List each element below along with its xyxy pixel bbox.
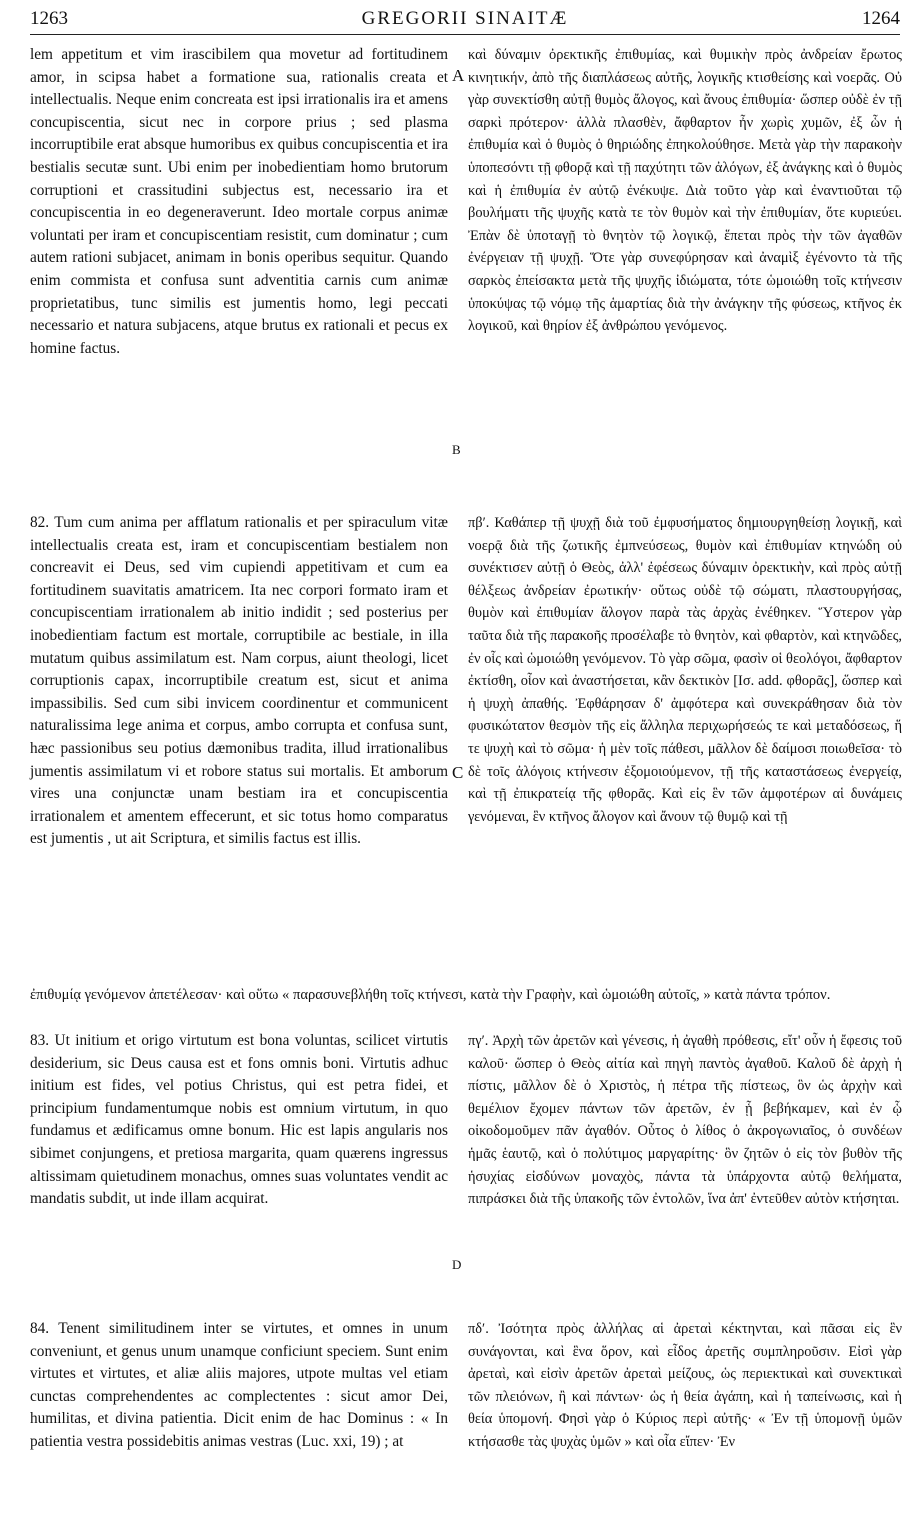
greek-column-block-4 — [468, 1318, 902, 1526]
latin-column-block-4 — [30, 1318, 448, 1526]
greek-column-block-2 — [468, 512, 902, 980]
section-marker-a: A — [452, 66, 465, 85]
page-number-left: 1263 — [30, 8, 68, 29]
latin-column-block-3 — [30, 1030, 448, 1304]
section-marker-d: D — [452, 1257, 462, 1272]
latin-column-block-2 — [30, 512, 448, 980]
greek-paragraph-82: πβʹ. Καθάπερ τῇ ψυχῇ διὰ τοῦ ἐμφυσήματος δημιουργηθείσῃ λογικῇ, καὶ νοερᾷ διὰ τῆς ζωτικῆς ἐμπνεύσεως, θυμὸν καὶ ἐπιθυμίαν κτηνώδη οὐ συνέκτισεν αὐτῇ ὁ Θεὸς, ἀλλ' ἐφέσεως δύναμιν ὀρεκτικὴν, καὶ πρὸς αὐτῇ θέλξεως ἀνδρείαν ἐρωτικήν· οὕτως οὐδὲ τῷ σώματι, πλαστουργήσας, θυμὸν καὶ ἐπιθυμίαν ἄλογον παρὰ τὰς ἀρχὰς ἐνέθηκεν. Ὕστερον γὰρ ταῦτα διὰ τῆς παρακοῆς προσέλαβε τὸ θνητὸν, καὶ φθαρτὸν, καὶ κτηνῶδες, ἐν οἷς καὶ ὡμοιώθη γενόμενον. Τὸ γὰρ σῶμα, φασὶν οἱ θεολόγοι, ἄφθαρτον ἐκτίσθη, οἷον καὶ ἀναστήσεται, κἂν δεκτικὸν [Ισ. add. φθορᾶς], ὥσπερ καὶ ἡ ψυχὴ ἀπαθής. Ἐφθάρησαν δ' ἀμφότερα καὶ συνεκράθησαν διὰ τὸν φυσικώτατον θεσμὸν τῆς εἰς ἄλληλα περιχωρήσεώς τε καὶ μεταδόσεως, ἥ τε ψυχὴ καὶ τὸ σῶμα· ἡ μὲν τοῖς πάθεσι, μᾶλλον δὲ δαίμοσι ποιωθεῖσα· τὸ δὲ τοῖς ἀλόγοις κτήνεσιν ἐξομοιούμενον, τῇ τῆς καταστάσεως ἐνεργείᾳ, καὶ τῇ ἐπικρατείᾳ τῆς φθορᾶς. Καὶ εἰς ἓν τῶν ἀμφοτέρων αἱ δυνάμεις γενόμεναι, ἓν κτῆνος ἄλογον καὶ ἄνουν τῷ θυμῷ καὶ τῇ — [468, 515, 902, 825]
running-title: GREGORII SINAITÆ — [361, 8, 569, 29]
latin-column-block-1 — [30, 44, 448, 480]
page-number-right: 1264 — [862, 8, 900, 29]
greek-paragraph-84: πδʹ. Ἰσότητα πρὸς ἀλλήλας αἱ ἀρεταὶ κέκτηνται, καὶ πᾶσαι εἰς ἓν συνάγονται, καὶ ἓνα ὅρον, καὶ εἶδος ἀρετῆς συμπληροῦσιν. Εἰσὶ γὰρ ἀρεταὶ, καὶ εἰσὶν ἀρετῶν ἀρεταὶ μείζους, ὡς περιεκτικαὶ καὶ συνεκτικαὶ τῶν πλειόνων, ἢ καὶ πάντων· ὡς ἡ θεία ἀγάπη, καὶ ἡ ταπείνωσις, καὶ ἡ θεία ὑπομονή. Φησὶ γὰρ ὁ Κύριος περὶ αὐτῆς· « Ἐν τῇ ὑπομονῇ ὑμῶν κτήσασθε τὰς ψυχὰς ὑμῶν » καὶ οἷα εἴπεν· Ἐν — [468, 1321, 902, 1450]
greek-paragraph-83: πγʹ. Ἀρχὴ τῶν ἀρετῶν καὶ γένεσις, ἡ ἀγαθὴ πρόθεσις, εἴτ' οὖν ἡ ἔφεσις τοῦ καλοῦ· ὥσπερ ὁ Θεὸς αἰτία καὶ πηγὴ παντὸς ἀγαθοῦ. Καλοῦ δὲ ἀρχὴ ἡ πίστις, μᾶλλον δὲ ὁ Χριστὸς, ἡ πέτρα τῆς πίστεως, ὃν ὡς ἀρχὴν καὶ θεμέλιον ἔχομεν πάντων τῶν ἀρετῶν, ἐν ᾗ βεβήκαμεν, καὶ ἐν ᾧ οἰκοδομοῦμεν πᾶν ἀγαθόν. Οὗτος ὁ λίθος ὁ ἀκρογωνιαῖος, ὁ συνδέων ἡμᾶς ἑαυτῷ, καὶ ὁ πολύτιμος μαργαρίτης· ὃν ζητῶν ὁ εἰς τὸν βυθὸν τῆς ἡσυχίας εἰσδύνων μοναχὸς, πάντα τὰ ὑπάρχοντα αὐτῷ θελήματα, πιπράσκει διὰ τῆς ὑπακοῆς τῶν ἐντολῶν, ἵνα ἀπ' ἐντεῦθεν αὐτὸν κτήσηται. — [468, 1033, 902, 1208]
latin-paragraph-84: 84. Tenent similitudinem inter se virtutes, et omnes in unum conveniunt, et genus unum unamque conficiunt speciem. Sunt enim virtutes et virtutes, et aliæ aliis majores, utpote multas vel etiam cunctas comprehendentes ac complectentes : sicut amor Dei, humilitas, et divina patientia. Dicit enim de hac Dominus : « In patientia vestra possidebitis animas vestras (Luc. xxi, 19) ; at — [30, 1320, 448, 1450]
page-header — [30, 8, 900, 35]
latin-paragraph-81-end: lem appetitum et vim irascibilem qua movetur ad fortitudinem amor, in scipsa habet a formatione sua, rationalis creata et intellectualis. Neque enim concreata est ipsi irrationalis ira et amens concupiscentia, sicut nec in corpore prius ; sed plasma incorruptibile erat absque humoribus ex quibus concupiscentia et ira bestialis secutæ sunt. Ubi enim per inobedientiam homo brutorum corruptioni et crassitudini subjectus est, necessario ira et concupiscentia in eo degeneraverunt. Ideo mortale corpus animæ voluntati per iram et concupiscentiam resistit, cum dominatur ; cum autem rationi subjacet, animam in bonis operibus sequitur. Quando enim commista et confusa sunt adventitia carnis cum animæ proprietatibus, tunc similis est jumentis homo, legi peccati necessario et natura subjacens, atque brutus ex rationali et pecus ex homine factus. — [30, 46, 448, 357]
greek-paragraph-81-end: καὶ δύναμιν ὀρεκτικῆς ἐπιθυμίας, καὶ θυμικὴν πρὸς ἀνδρείαν ἔρωτος κινητικήν, ἀπὸ τῆς διαπλάσεως αὐτῆς, λογικῆς κτισθείσης καὶ νοερᾶς. Οὐ γὰρ συνεκτίσθη αὐτῇ θυμὸς ἄλογος, καὶ ἄνους ἐπιθυμία· ὥσπερ οὐδὲ ἐν τῇ σαρκὶ πρότερον· ἀλλὰ πλασθὲν, ἄφθαρτον ἦν χωρὶς χυμῶν, ἐξ ὧν ἡ ἐπιθυμία καὶ ὁ θυμὸς ὁ θηριώδης ἐπηκολούθησε. Μετὰ γὰρ τὴν παρακοὴν ὑποπεσόντι τῇ φθορᾷ καὶ τῇ παχύτητι τῶν ἀλόγων, ἐξ ἀνάγκης καὶ ὁ θυμὸς καὶ ἡ ἐπιθυμία ἐν αὐτῷ ἐνέκυψε. Διὰ τοῦτο γὰρ καὶ ἐναντιοῦται τῷ βουλήματι τῆς ψυχῆς κατὰ τε τὸν θυμὸν καὶ τὴν ἐπιθυμίαν, ὅτε κυριεύει. Ἐπὰν δὲ ὑποταγῇ τὸ θνητὸν τῷ λογικῷ, ἕπεται πρὸς τὴν τῶν ἀγαθῶν ἐνέργειαν τῇ ψυχῇ. Ὅτε γὰρ συνεφύρησαν καὶ ἀναμὶξ ἐγένοντο τὰ τῆς σαρκὸς ἐπείσακτα μετὰ τῆς ψυχῆς ἰδιώματα, τότε ὡμοιώθη τοῖς κτήνεσιν ὑποκύψας τῷ νόμῳ τῆς ἁμαρτίας διὰ τὴν ἀνάγκην τῆς φύσεως, κτῆνος ἐκ λογικοῦ, καὶ θηρίον ἐξ ἀνθρώπου γενόμενος. — [468, 47, 902, 335]
greek-column-block-1 — [468, 44, 902, 504]
section-marker-b: B — [452, 442, 461, 457]
latin-paragraph-83: 83. Ut initium et origo virtutum est bona voluntas, scilicet virtutis desiderium, sic Deus causa est et fons omnis boni. Virtutis adhuc initium est fides, vel potius Christus, qui est petra fidei, et principium fundamentumque nobis est omnium virtutum, in quo fundamus et ædificamus omne bonum. Hic est lapis angularis nos sibimet conjungens, et pretiosa margarita, quam quærens ingressus altissimam quietudinem monachus, omnes suas voluntates vendit ac mandatis subdit, ut inde illam acquirat. — [30, 1032, 448, 1208]
section-marker-c: C — [452, 763, 464, 782]
latin-paragraph-82: 82. Tum cum anima per afflatum rationalis et per spiraculum vitæ intellectualis creata est, iram et concupiscentiam bestialem non concreavit ei Deus, sed vim cupiendi appetitivam et cum ea fortitudinem suavitatis amatricem. Ita nec corpori formato iram et concupiscentiam irrationalem ab initio indidit ; sed posterius per inobedientiam factum est mortale, corruptibile ac bestiale, in illa mutatum quibus assimilatum est. Nam corpus, aiunt theologi, licet corruptionis capax, incorruptibile creatum est, sicut et anima impassibilis. Sed cum sibi invicem coordinentur et communicent naturalissima lege anima et corpus, ambo corrupta et confusa sunt, hæc passionibus seu potius dæmonibus tradita, illud irrationalibus jumentis assimilatum vi et robore status sui mortalis. Et amborum vires una conjunctæ unam bestiam ira et concupiscentia irrationalem et amentem effecerunt, et sic totus homo comparatus est jumentis , ut ait Scriptura, et similis factus est illis. — [30, 514, 448, 848]
greek-full-width-line: ἐπιθυμίᾳ γενόμενον ἀπετέλεσαν· καὶ οὕτω « παρασυνεβλήθη τοῖς κτήνεσι, κατὰ τὴν Γραφὴν, καὶ ὡμοιώθη αὐτοῖς, » κατὰ πάντα τρόπον. — [30, 987, 831, 1003]
greek-column-block-3 — [468, 1030, 902, 1314]
